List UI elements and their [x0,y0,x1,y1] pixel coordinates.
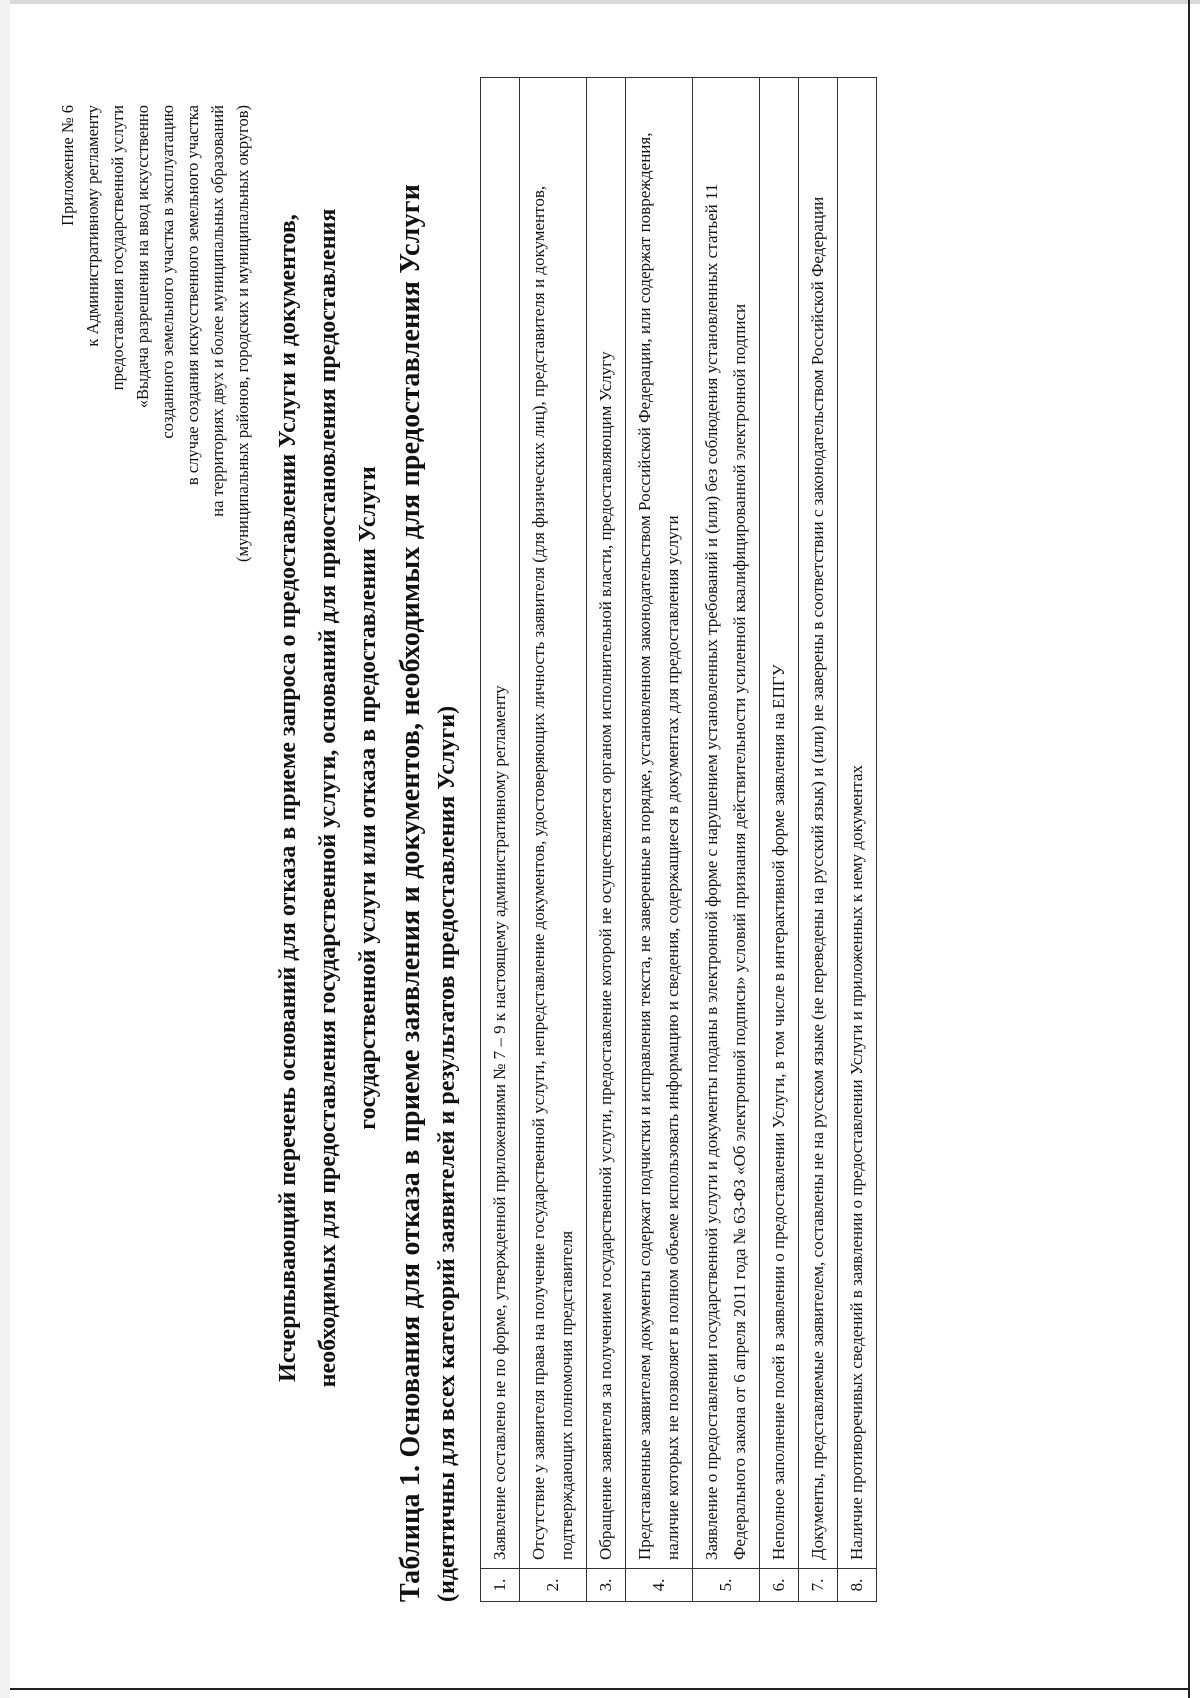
row-number: 4. [626,1569,693,1602]
table-row [587,78,626,1602]
table-row [481,78,520,1602]
row-text: Представленные заявителем документы содержат подчистки и исправления текста, не заверенные в порядке, установленном законодательством Российской Федерации, или содержат повреждения, наличие которых не позволяет в полном объеме использовать информацию и сведения, содержащиеся в документах для предоставления услуги [626,78,693,1569]
row-text: Отсутствие у заявителя права на получение государственной услуги, непредставление документов, удостоверяющих личность заявителя (для физических лиц), представителя и документов, подтверждающих полномочия представителя [520,78,587,1569]
table-row [760,78,799,1602]
table-row [626,78,693,1602]
row-text: Заявление о предоставлении государственной услуги и документы поданы в электронной форме с нарушением установленных требований и (или) без соблюдения установленных статьей 11 Федерального закона от 6 апреля 2011 года № 63-ФЗ «Об электронной подписи» условий признания действительности усиленной квалифицированной электронной подписи [693,78,760,1569]
grounds-table [480,77,877,1602]
row-number: 7. [799,1569,838,1602]
row-text: Документы, представляемые заявителем, составлены не на русском языке (не переведены на русский язык) и (или) не заверены в соответствии с законодательством Российской Федерации [799,78,838,1569]
row-text: Неполное заполнение полей в заявлении о предоставлении Услуги, в том числе в интерактивной форме заявления на ЕПГУ [760,78,799,1569]
row-number: 6. [760,1569,799,1602]
appendix-line: созданного земельного участка в эксплуатацию [158,105,177,439]
row-number: 8. [838,1569,877,1602]
row-number: 5. [693,1569,760,1602]
row-text: Наличие противоречивых сведений в заявлении о предоставлении Услуги и приложенных к нему документах [838,78,877,1569]
table-row [799,78,838,1602]
document-heading [268,148,388,1448]
row-number: 2. [520,1569,587,1602]
appendix-line: на территориях двух и более муниципальных образований [208,105,227,517]
row-number: 1. [481,1569,520,1602]
table-title-main: Таблица 1. Основания для отказа в приеме заявления и документов, необходимых для предоставления Услуги [395,183,426,1602]
appendix-line: «Выдача разрешения на ввод искусственно [133,105,152,409]
appendix-line: предоставления государственной услуги [108,105,127,391]
row-text: Заявление составлено не по форме, утвержденной приложениями № 7 – 9 к настоящему административному регламенту [481,78,520,1569]
table-title [393,47,465,1602]
heading-line: необходимых для предоставления государственной услуги, оснований для приостановления предоставления [315,208,341,1388]
heading-line: Исчерпывающий перечень оснований для отказа в приеме запроса о предоставлении Услуги и документов, [275,214,301,1382]
table-title-subtitle: (идентичны для всех категорий заявителей и результатов предоставления Услуги) [434,705,460,1602]
appendix-line: в случае создания искусственного земельного участка [183,105,202,486]
table-row [838,78,877,1602]
row-text: Обращение заявителя за получением государственной услуги, предоставление которой не осуществляется органом исполнительной власти, предоставляющим Услугу [587,78,626,1569]
table-row [520,78,587,1602]
appendix-line: к Административному регламенту [83,105,102,347]
row-number: 3. [587,1569,626,1602]
appendix-block [55,105,255,885]
appendix-line: Приложение № 6 [58,105,77,226]
heading-line: государственной услуги или отказа в предоставлении Услуги [355,466,381,1130]
table-row [693,78,760,1602]
appendix-line: (муниципальных районов, городских и муниципальных округов) [233,105,252,562]
